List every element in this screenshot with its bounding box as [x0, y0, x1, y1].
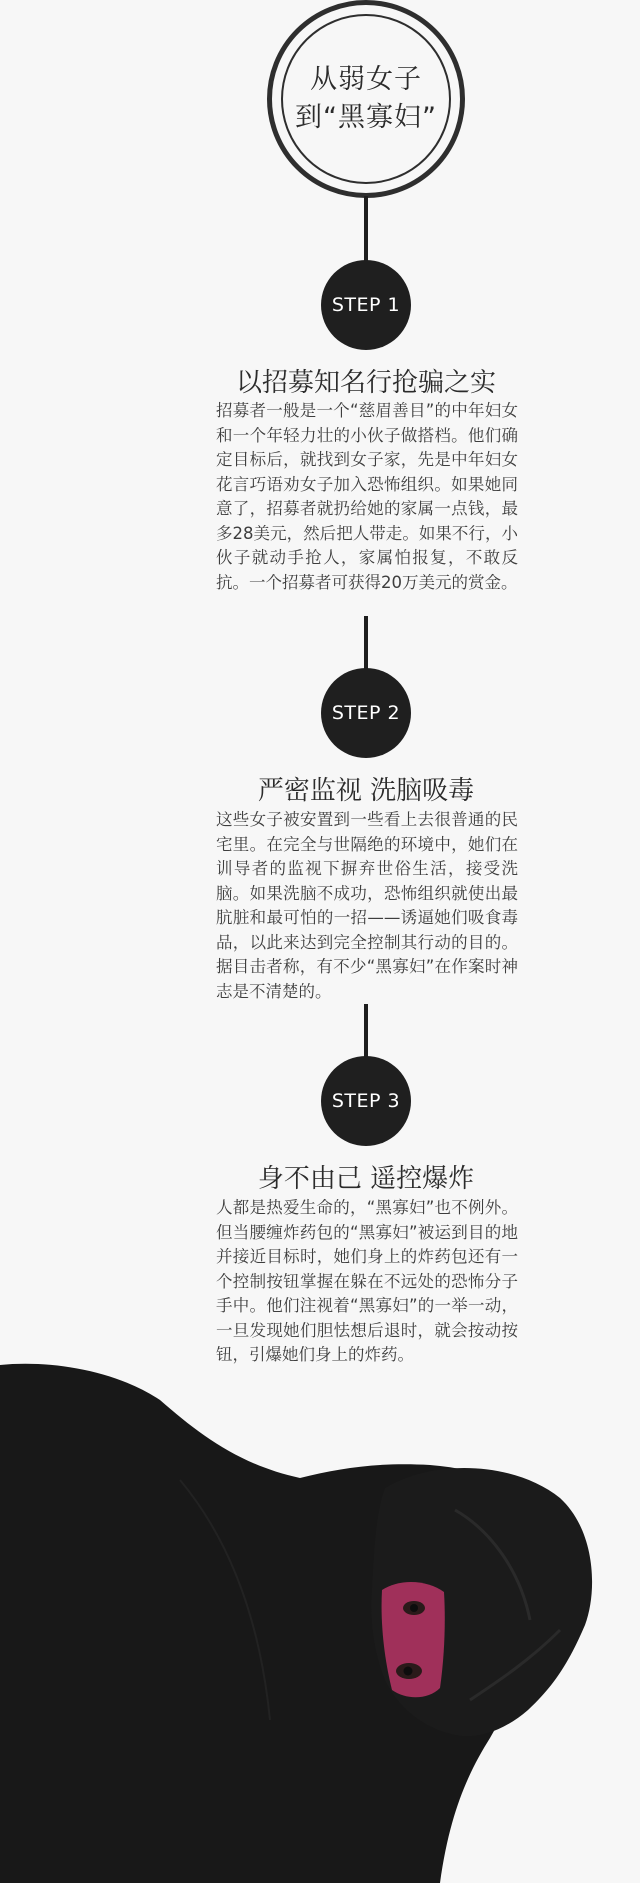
- title-circle: [267, 0, 465, 198]
- veiled-woman-illustration: [0, 1340, 640, 1883]
- step-1-text: 招募者一般是一个“慈眉善目”的中年妇女和一个年轻力壮的小伙子做搭档。他们确定目标后，就找到女子家，先是中年妇女花言巧语劝女子加入恐怖组织。如果她同意了，招募者就扔给她的家属一点钱，最多28美元，然后把人带走。如果不行，小伙子就动手抢人，家属怕报复，不敢反抗。一个招募者可获得20万美元的赏金。: [216, 401, 518, 592]
- step-1-badge: STEP 1: [321, 260, 411, 350]
- step-2-text: 这些女子被安置到一些看上去很普通的民宅里。在完全与世隔绝的环境中，她们在训导者的监视下摒弃世俗生活，接受洗脑。如果洗脑不成功，恐怖组织就使出最肮脏和最可怕的一招——诱逼她们吸食毒品，以此来达到完全控制其行动的目的。据目击者称，有不少“黑寡妇”在作案时神志是不清楚的。: [216, 810, 518, 1001]
- title-inner-ring: [281, 14, 451, 184]
- step-2-heading: 严密监视 洗脑吸毒: [257, 776, 475, 806]
- eye-slit: [382, 1582, 445, 1697]
- step-3-text: 人都是热爱生命的，“黑寡妇”也不例外。但当腰缠炸药包的“黑寡妇”被运到目的地并接近目标时，她们身上的炸药包还有一个控制按钮掌握在躲在不远处的恐怖分子手中。他们注视着“黑寡妇”的一举一动，一旦发现她们胆怯想后退时，就会按动按钮，引爆她们身上的炸药。: [216, 1198, 518, 1364]
- step-2-badge: STEP 2: [321, 668, 411, 758]
- title-line-2: 到“黑寡妇”: [295, 102, 437, 133]
- title-line-1: 从弱女子: [310, 64, 422, 95]
- step-3-badge: STEP 3: [321, 1056, 411, 1146]
- step-1-heading: 以招募知名行抢骗之实: [235, 368, 496, 398]
- step-3-heading: 身不由己 遥控爆炸: [257, 1164, 475, 1194]
